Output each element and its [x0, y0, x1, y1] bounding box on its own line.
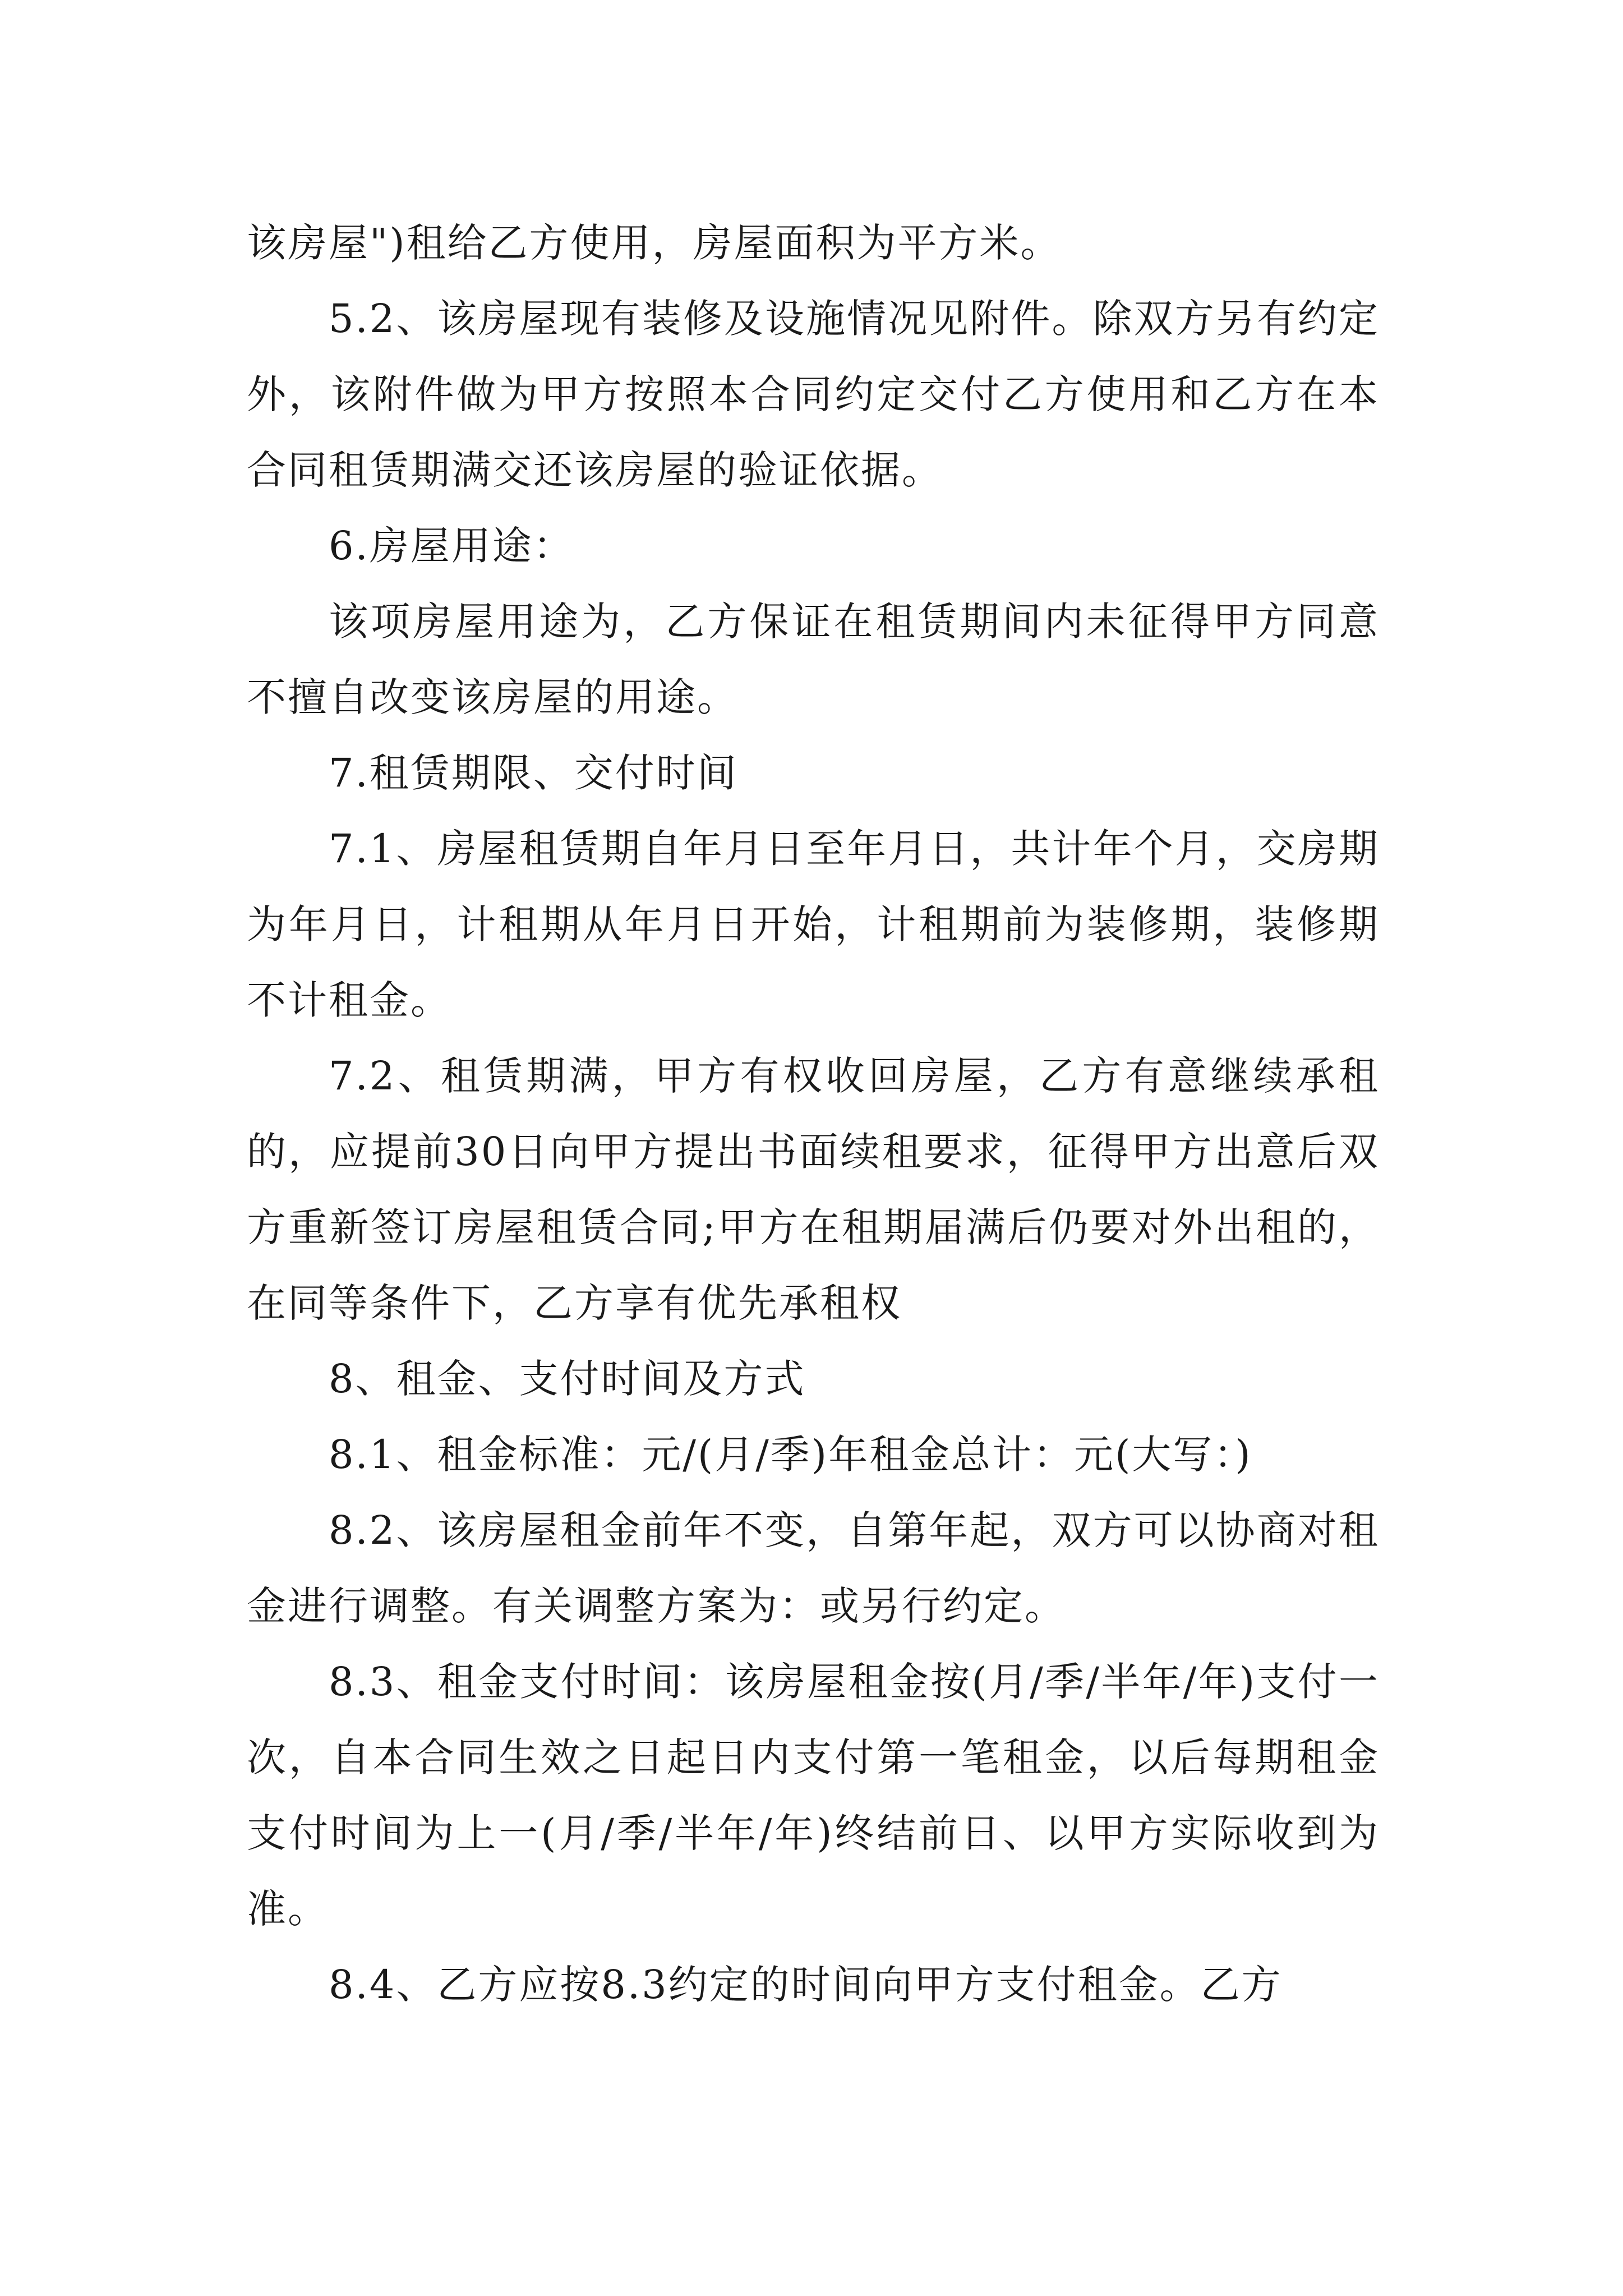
heading-6-house-use: 6.房屋用途： — [329, 523, 574, 569]
paragraph-7-2: 7.2、租赁期满，甲方有权收回房屋，乙方有意继续承租的，应提前30日向甲方提出书面续租要求，征得甲方出意后双方重新签订房屋租赁合同;甲方在租期届满后仍要对外出租的，在同等条件下，乙方享有优先承租权 — [247, 1053, 1380, 1326]
heading-7-lease-term: 7.租赁期限、交付时间 — [329, 750, 738, 796]
heading-8-rent-payment: 8、租金、支付时间及方式 — [329, 1356, 806, 1402]
paragraph-house-area: 该房屋")租给乙方使用，房屋面积为平方米。 — [247, 220, 1062, 266]
paragraph-7-1: 7.1、房屋租赁期自年月日至年月日，共计年个月，交房期为年月日，计租期从年月日开始，计租期前为装修期，装修期不计租金。 — [247, 826, 1380, 1023]
paragraph-8-3: 8.3、租金支付时间：该房屋租金按(月/季/半年/年)支付一次，自本合同生效之日起日内支付第一笔租金，以后每期租金支付时间为上一(月/季/半年/年)终结前日、以甲方实际收到为准。 — [247, 1659, 1380, 1932]
paragraph-8-4: 8.4、乙方应按8.3约定的时间向甲方支付租金。乙方 — [329, 1962, 1283, 2008]
paragraph-6-use: 该项房屋用途为，乙方保证在租赁期间内未征得甲方同意不擅自改变该房屋的用途。 — [247, 599, 1380, 720]
paragraph-8-2: 8.2、该房屋租金前年不变，自第年起，双方可以协商对租金进行调整。有关调整方案为：或另行约定。 — [247, 1507, 1380, 1629]
paragraph-8-1: 8.1、租金标准：元/(月/季)年租金总计：元(大写：) — [329, 1432, 1252, 1478]
paragraph-5-2: 5.2、该房屋现有装修及设施情况见附件。除双方另有约定外，该附件做为甲方按照本合同约定交付乙方使用和乙方在本合同租赁期满交还该房屋的验证依据。 — [247, 296, 1380, 493]
document-body — [247, 205, 1380, 2023]
